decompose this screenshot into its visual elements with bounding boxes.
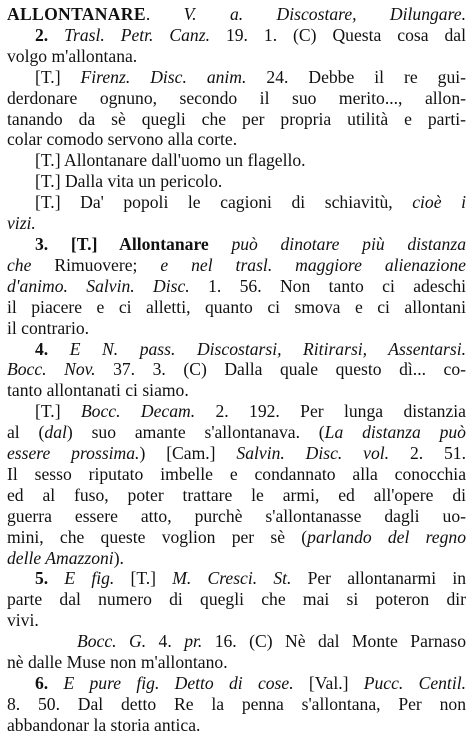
body-text: 8. 50. Dal detto Re la penna s'allontana, Per non (7, 693, 466, 714)
body-text: Il sesso riputato imbelle e condannato alla conocchia (7, 463, 466, 484)
text-line (7, 46, 466, 67)
text-line (7, 506, 466, 527)
body-text: 24. Debbe il re gui- (246, 66, 466, 87)
italic-text: d'animo. Salvin. Disc. (7, 275, 190, 296)
body-text: nè dalle Muse non m'allontano. (7, 652, 228, 673)
italic-text: E N. pass. Discostarsi, Ritirarsi, Assentarsi. (69, 338, 467, 359)
text-line (7, 422, 466, 443)
italic-text: Firenz. Disc. anim. (80, 66, 247, 87)
body-text: volgo m'allontana. (7, 45, 138, 66)
body-text: 19. 1. (C) Questa cosa dal (209, 24, 466, 45)
italic-text: V. a. Discostare, Dilungare. (183, 4, 467, 24)
text-line (7, 318, 466, 339)
body-text (209, 234, 232, 254)
body-text: [T.] Dalla vita un pericolo. (35, 171, 223, 192)
body-text: ) [Cam.] (139, 443, 237, 464)
italic-text: che (7, 254, 32, 275)
body-text: 16. (C) Nè dal Monte Parnaso (202, 631, 466, 652)
italic-text: Bocc. Decam. (80, 401, 196, 422)
body-text: Rimuovere; (31, 254, 161, 275)
body-text: derdonare ognuno, secondo il suo merito..., allon- (7, 87, 466, 108)
body-text: [T.] (114, 568, 173, 589)
text-line (7, 548, 466, 569)
text-line (7, 276, 466, 297)
text-line (7, 694, 466, 715)
sense-label: 6. (35, 673, 64, 693)
body-text: Per allontanarmi in (291, 568, 467, 589)
body-text: vivi. (7, 610, 39, 631)
text-line (7, 652, 466, 673)
text-line (7, 129, 466, 150)
body-text: al ( (7, 422, 45, 443)
body-text: [T.] Allontanare dall'uomo un flagello. (35, 150, 306, 171)
italic-text: e nel trasl. maggiore alienazione (160, 254, 466, 275)
body-text: 2. 192. Per lunga distanzia (195, 401, 466, 422)
sense-label: 5. (35, 568, 65, 589)
body-text: guerra essere atto, purchè s'allontanasse dagli uo- (7, 505, 466, 526)
italic-text: E pure fig. Detto di cose. (63, 673, 294, 693)
text-line (7, 213, 466, 234)
body-text: parte dal numero di quegli che mai si poteron dir (7, 589, 466, 610)
body-text: [Val.] (293, 673, 364, 693)
italic-text: delle Amazzoni (7, 547, 114, 568)
text-line (7, 527, 466, 548)
text-line (7, 25, 466, 46)
body-text: ) suo amante s'allontanava. ( (66, 422, 325, 443)
text-line (7, 401, 466, 422)
text-line (7, 568, 466, 589)
text-line (7, 589, 466, 610)
body-text: ). (113, 547, 124, 568)
body-text: ed al fuso, poter trattare le armi, ed all'opere di (7, 484, 466, 505)
sense-label: 2. (35, 24, 65, 45)
body-text: . (145, 4, 184, 24)
body-text: il contrario. (7, 317, 90, 338)
sense-label: 4. (35, 338, 70, 359)
italic-text: Pucc. Centil. (363, 673, 466, 693)
text-line (7, 485, 466, 506)
text-line (7, 339, 466, 360)
text-line (7, 380, 466, 401)
italic-text: E fig. (64, 568, 115, 589)
text-line (7, 150, 466, 171)
text-line (7, 673, 466, 694)
text-line (7, 255, 466, 276)
body-text: 37. 3. (C) Dalla quale questo dì... co- (95, 359, 466, 380)
italic-text: parlando del regno (307, 526, 467, 547)
italic-text: cioè i (412, 192, 466, 213)
text-line (7, 715, 466, 736)
body-text: tanando da sè quegli che per propria utilità e parti- (7, 108, 466, 129)
italic-text: può dinotare più distanza (231, 233, 466, 254)
sense-label: 3. [T.] Allontanare (35, 233, 209, 254)
body-text: [T.] Da' popoli le cagioni di schiavitù, (35, 192, 413, 213)
italic-text: M. Cresci. St. (172, 568, 292, 589)
italic-text: vizi. (7, 213, 36, 234)
text-line (7, 171, 466, 192)
body-text: [T.] (35, 401, 81, 422)
italic-text: dal (44, 422, 67, 443)
body-text: colar comodo servono alla corte. (7, 129, 238, 150)
italic-text: pr. (184, 631, 203, 652)
text-line (7, 4, 466, 25)
headword: ALLONTANARE (7, 4, 146, 24)
text-line (7, 67, 466, 88)
italic-text: La distanza può (324, 422, 466, 443)
italic-text: Bocc. Nov. (7, 359, 96, 380)
italic-text: essere prossima. (7, 443, 140, 464)
text-line (7, 109, 466, 130)
body-text: 4. (146, 631, 185, 652)
text-line (7, 192, 466, 213)
body-text: 2. 51. (389, 443, 467, 464)
body-text: il piacere e ci alletti, quanto ci smova e ci allontani (7, 296, 466, 317)
text-line (7, 631, 466, 652)
dictionary-entry-allontanare (7, 4, 466, 736)
italic-text: Trasl. Petr. Canz. (64, 24, 210, 45)
body-text: 1. 56. Non tanto ci adeschi (189, 275, 467, 296)
text-line (7, 234, 466, 255)
text-line (7, 464, 466, 485)
text-line (7, 610, 466, 631)
body-text: tanto allontanati ci siamo. (7, 380, 189, 401)
italic-text: Salvin. Disc. vol. (236, 443, 390, 464)
text-line (7, 443, 466, 464)
body-text: abbandonar la storia antica. (7, 714, 201, 735)
italic-text: Bocc. G. (77, 631, 147, 652)
text-line (7, 359, 466, 380)
text-line (7, 88, 466, 109)
text-line (7, 297, 466, 318)
body-text: mini, che queste voglion per sè ( (7, 526, 308, 547)
body-text: [T.] (35, 66, 81, 87)
